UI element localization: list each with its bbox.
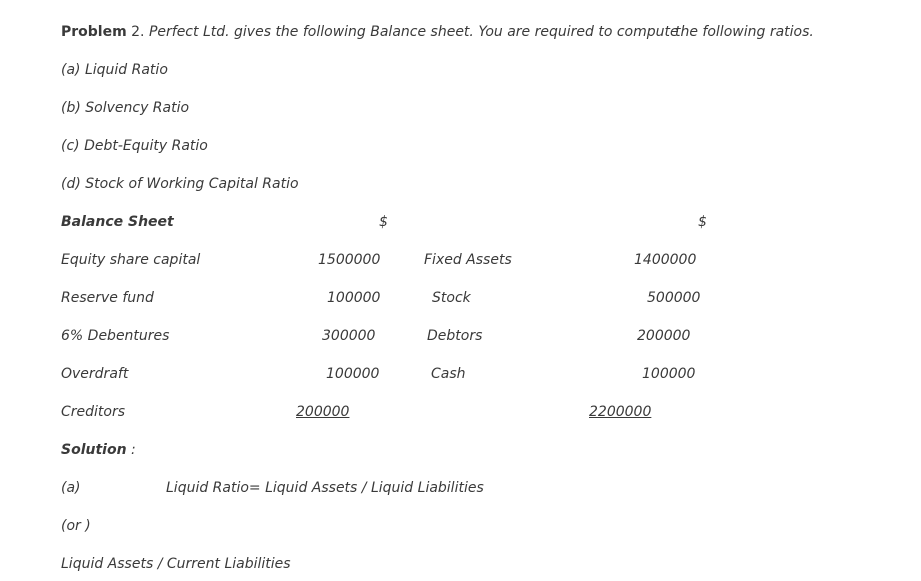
liquid-ratio-formula: Liquid Ratio= Liquid Assets / Liquid Liabilities bbox=[166, 480, 484, 496]
problem-number: 2. bbox=[131, 24, 145, 40]
solution-colon: : bbox=[131, 442, 136, 458]
asset-label: Cash bbox=[431, 366, 466, 382]
liability-amount: 100000 bbox=[326, 366, 380, 382]
currency-left: $ bbox=[379, 214, 388, 230]
asset-amount: 1400000 bbox=[634, 252, 697, 268]
problem-statement bbox=[61, 23, 679, 41]
liability-amount: 200000 bbox=[296, 404, 350, 420]
liability-amount: 300000 bbox=[322, 328, 376, 344]
asset-label: Stock bbox=[432, 290, 471, 306]
solution-part-a-label: (a) bbox=[61, 480, 81, 496]
liability-label: Overdraft bbox=[61, 366, 129, 382]
balance-sheet-title: Balance Sheet bbox=[61, 214, 174, 230]
liability-label: Creditors bbox=[61, 404, 126, 420]
asset-amount: 500000 bbox=[647, 290, 701, 306]
problem-text: Perfect Ltd. gives the following Balance sheet. You are required to compute bbox=[148, 24, 679, 40]
or-label: (or ) bbox=[61, 518, 91, 534]
ratio-item-a: (a) Liquid Ratio bbox=[61, 62, 168, 78]
total-assets: 2200000 bbox=[589, 404, 652, 420]
problem-label: Problem bbox=[61, 24, 127, 40]
liability-label: 6% Debentures bbox=[61, 328, 170, 344]
asset-amount: 200000 bbox=[637, 328, 691, 344]
problem-text-continued: the following ratios. bbox=[675, 24, 814, 40]
currency-right: $ bbox=[698, 214, 707, 230]
ratio-item-c: (c) Debt-Equity Ratio bbox=[61, 138, 208, 154]
solution-title: Solution bbox=[61, 442, 127, 458]
solution-heading bbox=[61, 441, 136, 459]
ratio-item-b: (b) Solvency Ratio bbox=[61, 100, 190, 116]
ratio-item-d: (d) Stock of Working Capital Ratio bbox=[61, 176, 299, 192]
alt-liquid-ratio-formula: Liquid Assets / Current Liabilities bbox=[61, 556, 291, 572]
asset-label: Fixed Assets bbox=[424, 252, 512, 268]
asset-amount: 100000 bbox=[642, 366, 696, 382]
liability-amount: 100000 bbox=[327, 290, 381, 306]
asset-label: Debtors bbox=[427, 328, 483, 344]
liability-amount: 1500000 bbox=[318, 252, 381, 268]
liability-label: Reserve fund bbox=[61, 290, 154, 306]
liability-label: Equity share capital bbox=[61, 252, 201, 268]
